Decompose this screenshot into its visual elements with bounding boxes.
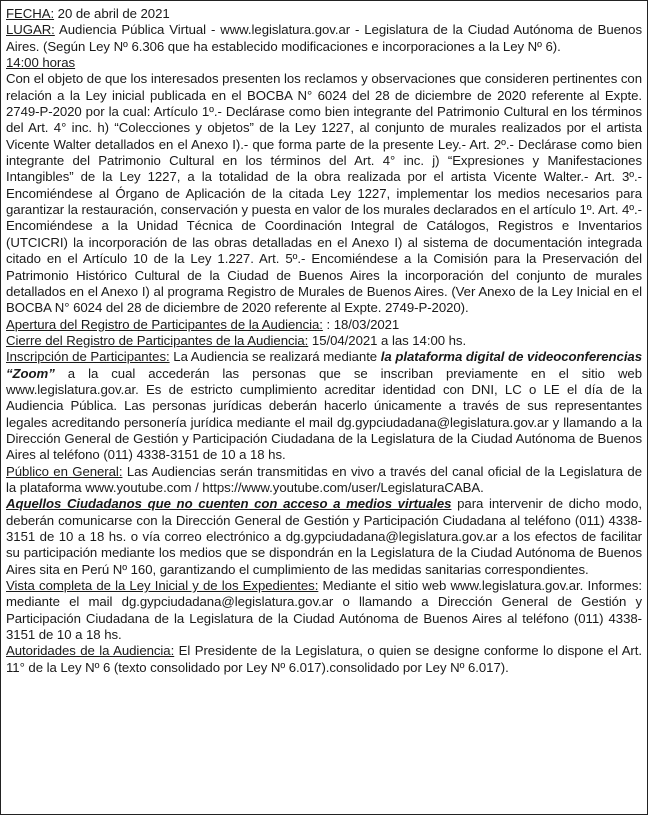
autoridades-value: El Presidente de la Legislatura, o quien se designe conforme lo dispone el Art. 11° de la Ley Nº 6 (texto consolidado por Ley Nº 6.017).consolidado por Ley Nº 6.017). — [6, 643, 643, 675]
cierre-value: 15/04/2021 a las 14:00 hs. — [308, 332, 467, 348]
inscripcion-text-2: a la cual accederán las personas que se inscriban previamente en el sitio web www.legislatura.gov.ar. Es de estricto cumplimiento acreditar identidad con DNI, LC o LE el día de la Audiencia Pública. Las personas jurídicas deberán hacerlo únicamente a través de sus representantes legales acreditando personería jurídica mediante el mail dg.gypciudadana@legislatura.gov.ar y llamando a la Dirección General de Gestión y Participación Ciudadana de la Legislatura de la Ciudad Autónoma de Buenos Aires al teléfono (011) 4338-3151 de 10 a 18 hs. — [6, 365, 642, 463]
apertura-line — [6, 317, 642, 333]
publico-value: Las Audiencias serán transmitidas en vivo a través del canal oficial de la Legislatura de la plataforma www.youtube.com / https://www.youtube.com/user/LegislaturaCABA. — [6, 463, 642, 495]
inscripcion-label: Inscripción de Participantes: — [6, 349, 170, 365]
cierre-line — [6, 333, 642, 349]
apertura-value: : 18/03/2021 — [322, 316, 400, 332]
cierre-label: Cierre del Registro de Participantes de la Audiencia: — [6, 332, 309, 348]
inscripcion-text-1: La Audiencia se realizará mediante — [169, 349, 381, 365]
apertura-label: Apertura del Registro de Participantes de la Audiencia: — [6, 316, 323, 332]
zoom-emphasis: la plataforma digital de videoconferencias “Zoom” — [6, 349, 642, 381]
fecha-label: FECHA: — [6, 6, 55, 21]
publico-paragraph — [6, 464, 642, 497]
lugar-value: Audiencia Pública Virtual - www.legislatura.gov.ar - Legislatura de la Ciudad Autónoma de Buenos Aires. (Según Ley Nº 6.306 que ha establecido modificaciones e incorporaciones a la Ley Nº 6). — [6, 22, 642, 54]
hora-value: 14:00 horas — [6, 55, 76, 71]
objeto-paragraph: Con el objeto de que los interesados presenten los reclamos y observaciones que consideren pertinentes con relación a la Ley inicial publicada en el BOCBA N° 6024 del 28 de diciembre de 2020 referente al Expte. 2749-P-2020 por la cual: Artículo 1º.- Declárase como bien integrante del Patrimonio Cultural en los términos del Art. 4° inc. h) “Colecciones y objetos” de la Ley 1227, al conjunto de murales realizados por el artista Vicente Walter detallados en el Anexo I).- que forma parte de la presente Ley.- Art. 2º.- Declárase como bien integrante del Patrimonio Cultural en los términos del Art. 4° inc. j) “Expresiones y Manifestaciones Intangibles” de la Ley 1227, a la totalidad de la obra realizada por el artista Vicente Walter.- Art. 3º.- Encomiéndese al Órgano de Aplicación de la citada Ley 1227, implementar los medios necesarios para garantizar la restauración, conservación y puesta en valor de los murales declarados en el artículo 1º. Art. 4º.- Encomiéndese a la Unidad Técnica de Coordinación Integral de Catálogos, Registros e Inventarios (UTCICRI) la incorporación de las obras detalladas en el Anexo I) al sistema de documentación integrada citado en el Artículo 10 de la Ley 1.227. Art. 5º.- Encomiéndese a la Comisión para la Preservación del Patrimonio Histórico Cultural de la Ciudad de Buenos Aires la incorporación del conjunto de murales detallados en el Anexo I) al programa Registro de Murales de Buenos Aires. (Ver Anexo de la Ley Inicial en el BOCBA N° 6024 del 28 de diciembre de 2020 referente al Expte. 2749-P-2020). — [6, 71, 642, 316]
vista-label: Vista completa de la Ley Inicial y de los Expedientes: — [6, 578, 319, 594]
ciudadanos-label: Aquellos Ciudadanos que no cuenten con acceso a medios virtuales — [6, 496, 452, 512]
inscripcion-paragraph — [6, 349, 642, 463]
publico-label: Público en General: — [6, 463, 123, 479]
fecha-line — [6, 6, 642, 22]
ciudadanos-paragraph — [6, 496, 642, 578]
vista-paragraph — [6, 578, 642, 643]
ciudadanos-value: para intervenir de dicho modo, deberán comunicarse con la Dirección General de Gestión y Participación Ciudadana al teléfono (011) 4338-3151 de 10 a 18 hs. o vía correo electrónico a dg.gypciudadana@legislatura.gov.ar a los efectos de facilitar su participación mediante los medios que se dispondrán en la Legislatura de la Ciudad Autónoma de Buenos Aires sita en Perú Nº 160, garantizando el cumplimiento de las medidas sanitarias correspondientes. — [6, 496, 642, 577]
autoridades-label: Autoridades de la Audiencia: — [6, 643, 175, 659]
vista-value: Mediante el sitio web www.legislatura.gov.ar. Informes: mediante el mail dg.gypciudadana@legislatura.gov.ar o llamando a Dirección General de Gestión y Participación Ciudadana de la Legislatura de la Ciudad Autónoma de Buenos Aires al teléfono (011) 4338-3151 de 10 a 18 hs. — [6, 578, 642, 643]
autoridades-paragraph — [6, 643, 642, 676]
lugar-paragraph — [6, 22, 642, 55]
lugar-label: LUGAR: — [6, 22, 55, 38]
fecha-value: 20 de abril de 2021 — [54, 6, 170, 21]
hora-line — [6, 55, 642, 71]
